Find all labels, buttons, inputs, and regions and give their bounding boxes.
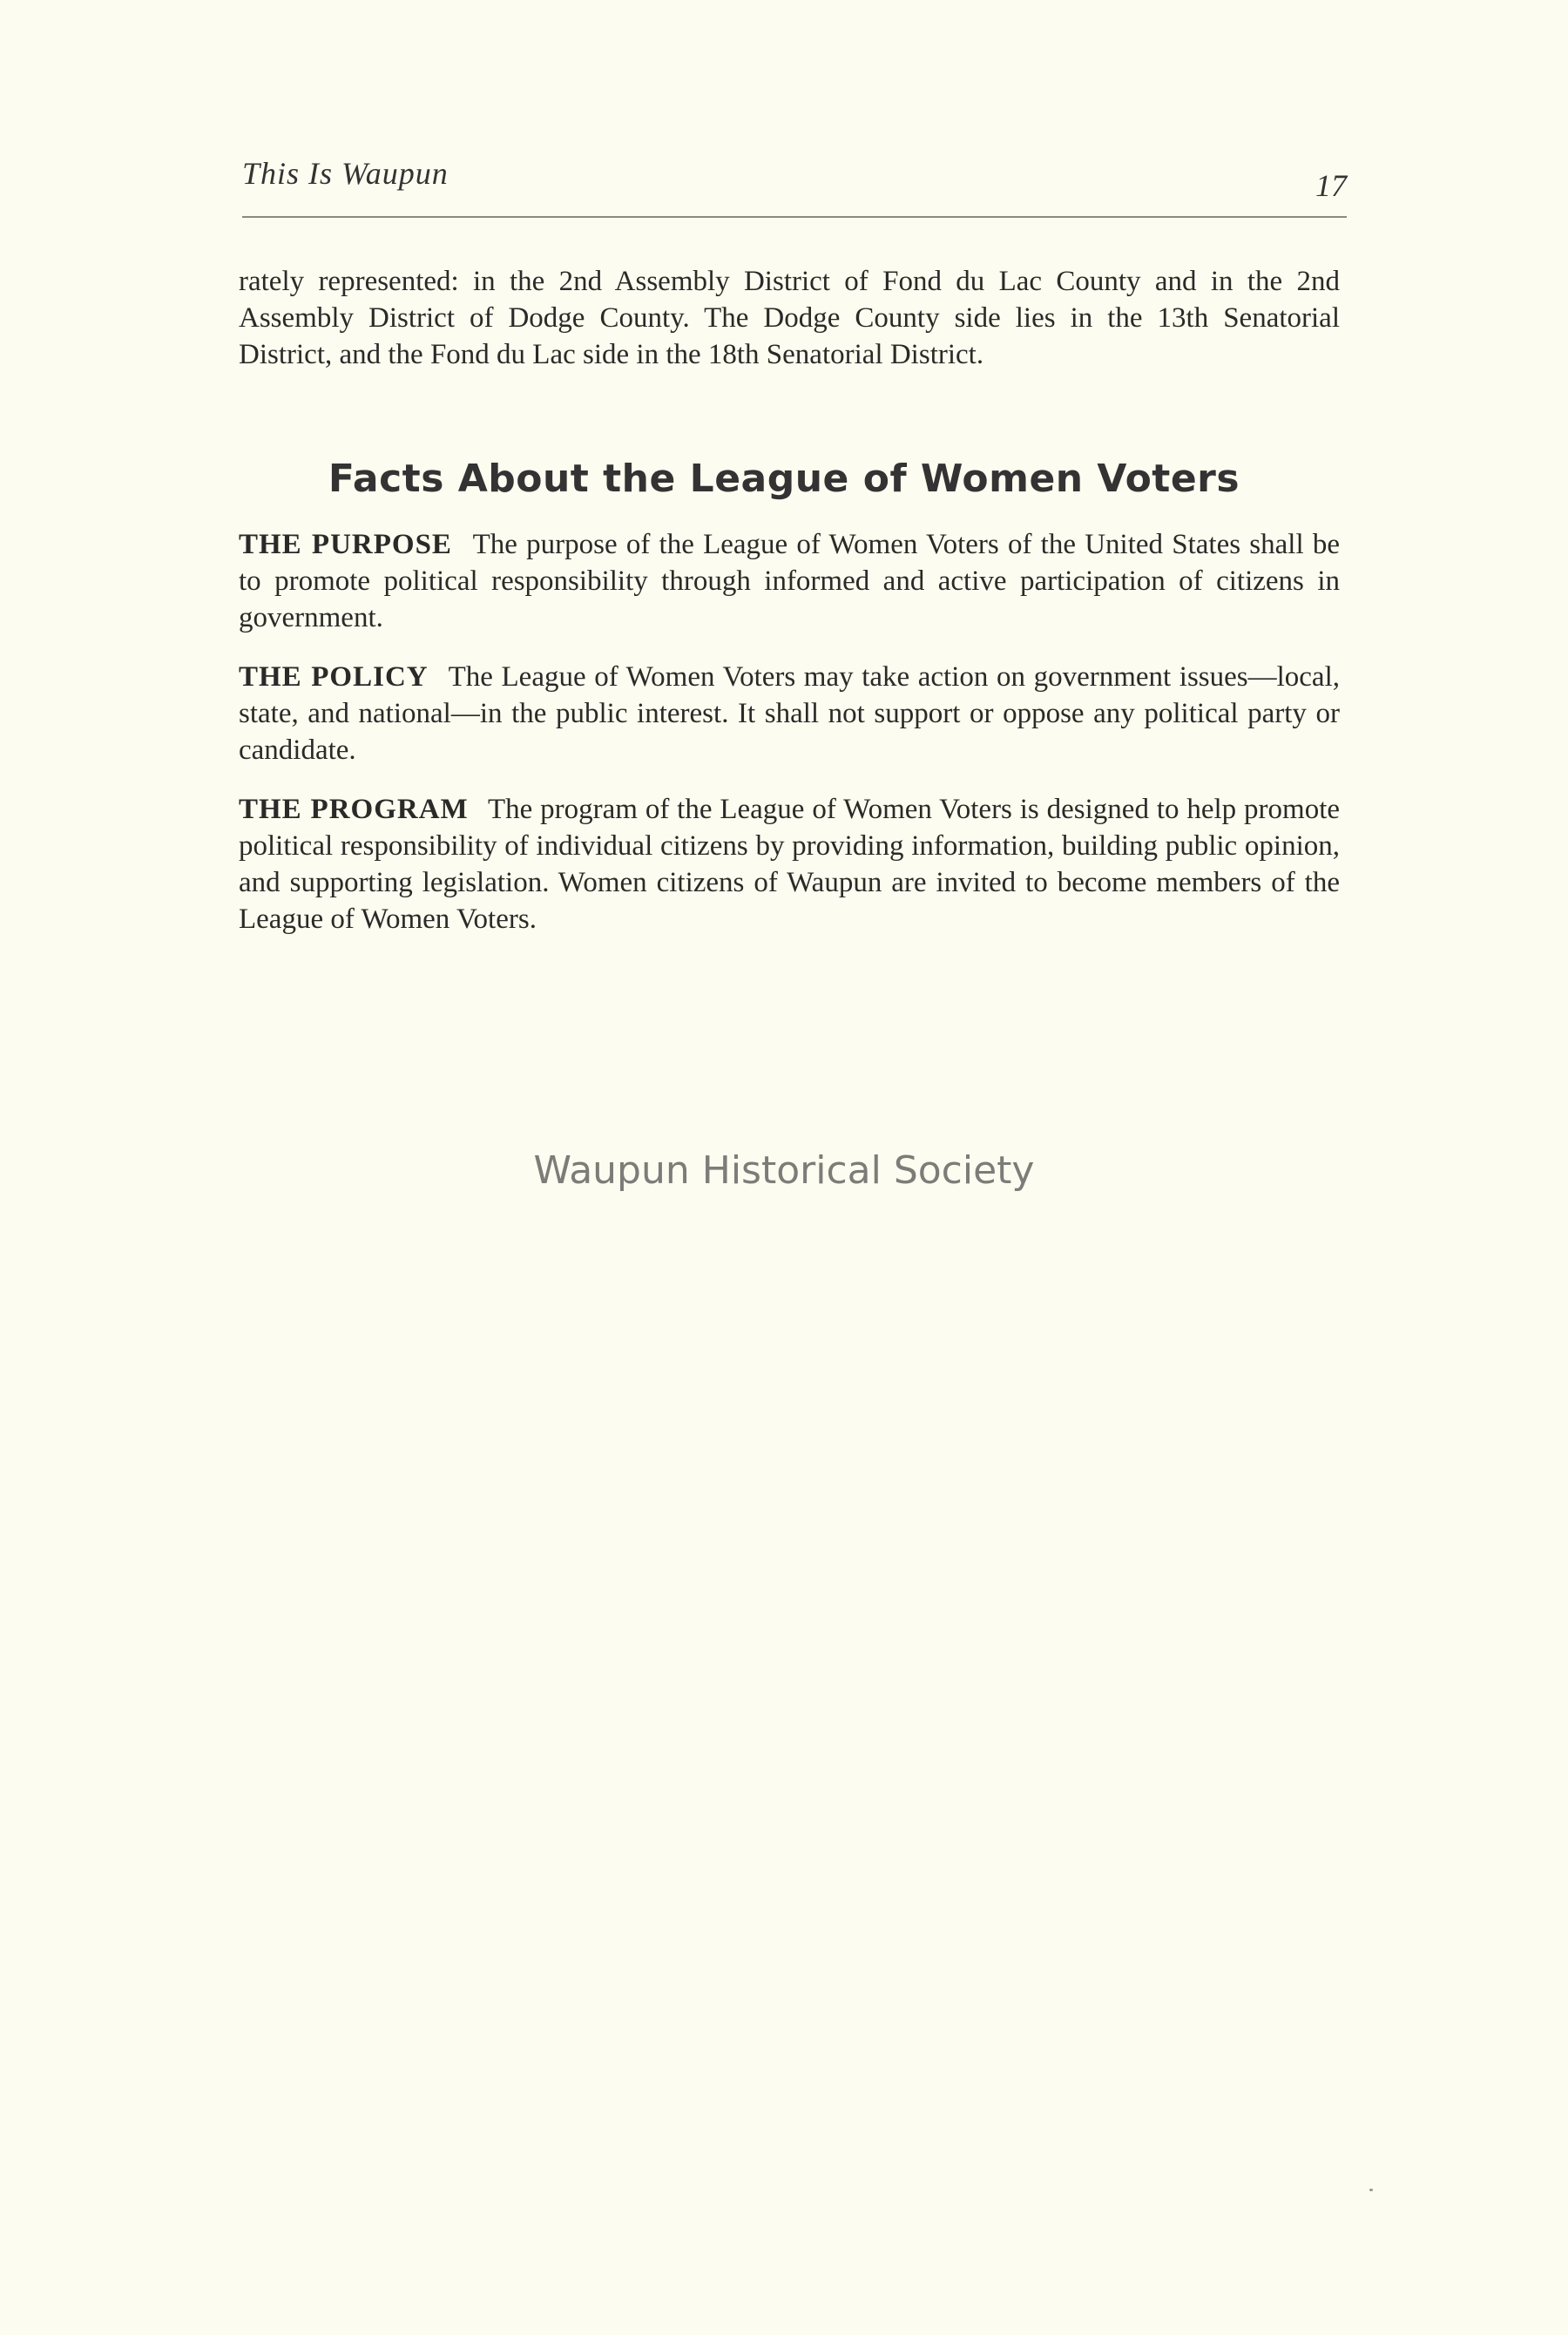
section-heading: Facts About the League of Women Voters: [328, 457, 1240, 501]
watermark: Waupun Historical Society: [533, 1148, 1035, 1193]
policy-lead: THE POLICY: [239, 661, 429, 693]
program-paragraph: [239, 791, 1340, 937]
running-title: This Is Waupun: [242, 156, 449, 191]
policy-text: The League of Women Voters may take action on government issues—local, state, and national—in the public interest. It shall not support or oppose any political party or candidate.: [239, 661, 1340, 766]
header-rule: [242, 216, 1347, 218]
policy-paragraph: [239, 659, 1340, 768]
program-lead: THE PROGRAM: [239, 794, 469, 825]
purpose-lead: THE PURPOSE: [239, 529, 452, 560]
intro-paragraph: rately represented: in the 2nd Assembly District of Fond du Lac County and in the 2nd Assembly District of Dodge County. The Dodge County side lies in the 13th Senatorial District, and the Fond du Lac side in the 18th Senatorial District.: [239, 266, 1340, 370]
running-header: [242, 155, 1347, 216]
purpose-paragraph: [239, 526, 1340, 636]
purpose-text: The purpose of the League of Women Voters of the United States shall be to promote political responsibility through informed and active participation of citizens in government.: [239, 529, 1341, 633]
paper-speck: [1369, 2189, 1373, 2191]
page-number: 17: [1315, 168, 1347, 203]
program-text: The program of the League of Women Voters is designed to help promote political responsibility of individual citizens by providing information, building public opinion, and supporting legislation. Women citizens of Waupun are invited to become members of the League of Women Voters.: [239, 794, 1341, 935]
